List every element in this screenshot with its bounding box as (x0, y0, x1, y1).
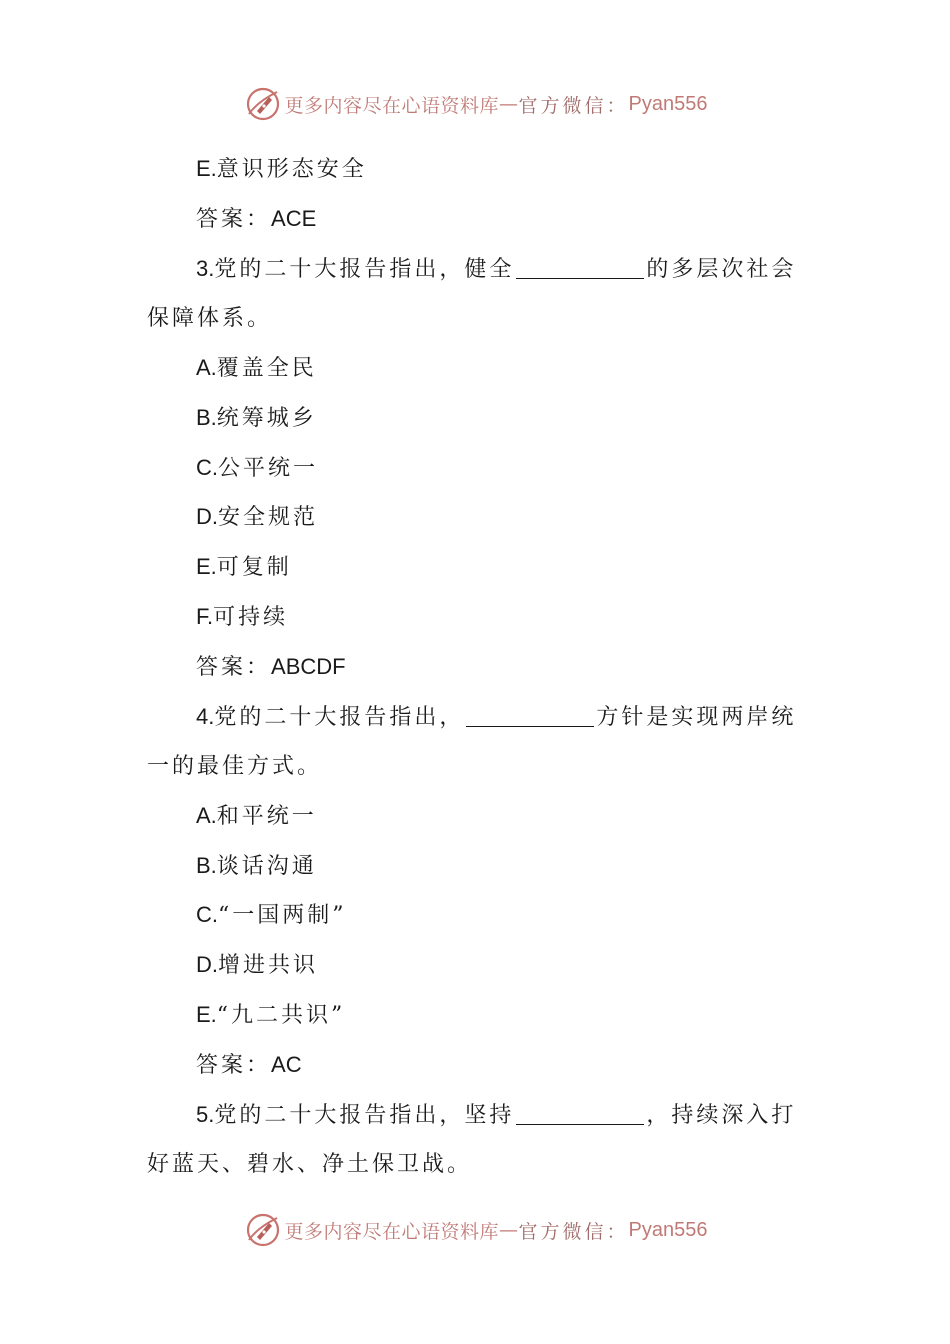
q4-option-a: A.和平统一 (196, 803, 317, 829)
header-dash: — (499, 93, 519, 115)
header-brand-text: 更多内容尽在心语资料库 (284, 94, 500, 117)
q3-answer: 答案：ABCDF (196, 654, 346, 680)
q4-option-c: C.“一国两制” (196, 902, 347, 928)
q4-stem: 4.党的二十大报告指出， 方针是实现两岸统 (196, 704, 797, 730)
q2-option-e: E.意识形态安全 (196, 156, 367, 182)
q5-stem: 5.党的二十大报告指出，坚持 ，持续深入打 (196, 1102, 797, 1128)
q3-option-f: F.可持续 (196, 604, 289, 630)
q3-option-e: E.可复制 (196, 554, 292, 580)
q4-blank (466, 704, 594, 727)
footer-dash: — (499, 1219, 519, 1241)
q3-option-c: C.公平统一 (196, 455, 319, 481)
header-wechat-id: Pyan556 (628, 92, 708, 115)
q4-option-b: B.谈话沟通 (196, 853, 317, 879)
footer-wechat-label: 官方微信： (518, 1220, 629, 1243)
header-wechat-label: 官方微信： (518, 94, 629, 117)
q4-stem-cont: 一的最佳方式。 (147, 754, 323, 779)
pen-nib-logo-icon (243, 1210, 283, 1250)
q2-answer: 答案：ACE (196, 206, 317, 232)
footer-wechat-id: Pyan556 (628, 1218, 708, 1241)
q3-option-a: A.覆盖全民 (196, 355, 317, 381)
footer-banner (0, 1208, 950, 1252)
q5-blank (516, 1102, 644, 1125)
header-banner (0, 82, 950, 126)
q5-stem-cont: 好蓝天、碧水、净土保卫战。 (147, 1152, 473, 1177)
q3-option-d: D.安全规范 (196, 504, 319, 530)
pen-nib-logo-icon (243, 84, 283, 124)
q4-option-d: D.增进共识 (196, 952, 319, 978)
q3-stem: 3.党的二十大报告指出，健全 的多层次社会 (196, 256, 797, 282)
q3-stem-cont: 保障体系。 (147, 306, 273, 331)
q3-blank (516, 256, 644, 279)
q4-answer: 答案：AC (196, 1052, 302, 1078)
footer-brand-text: 更多内容尽在心语资料库 (284, 1220, 500, 1243)
q3-option-b: B.统筹城乡 (196, 405, 317, 431)
q4-option-e: E.“九二共识” (196, 1002, 346, 1028)
